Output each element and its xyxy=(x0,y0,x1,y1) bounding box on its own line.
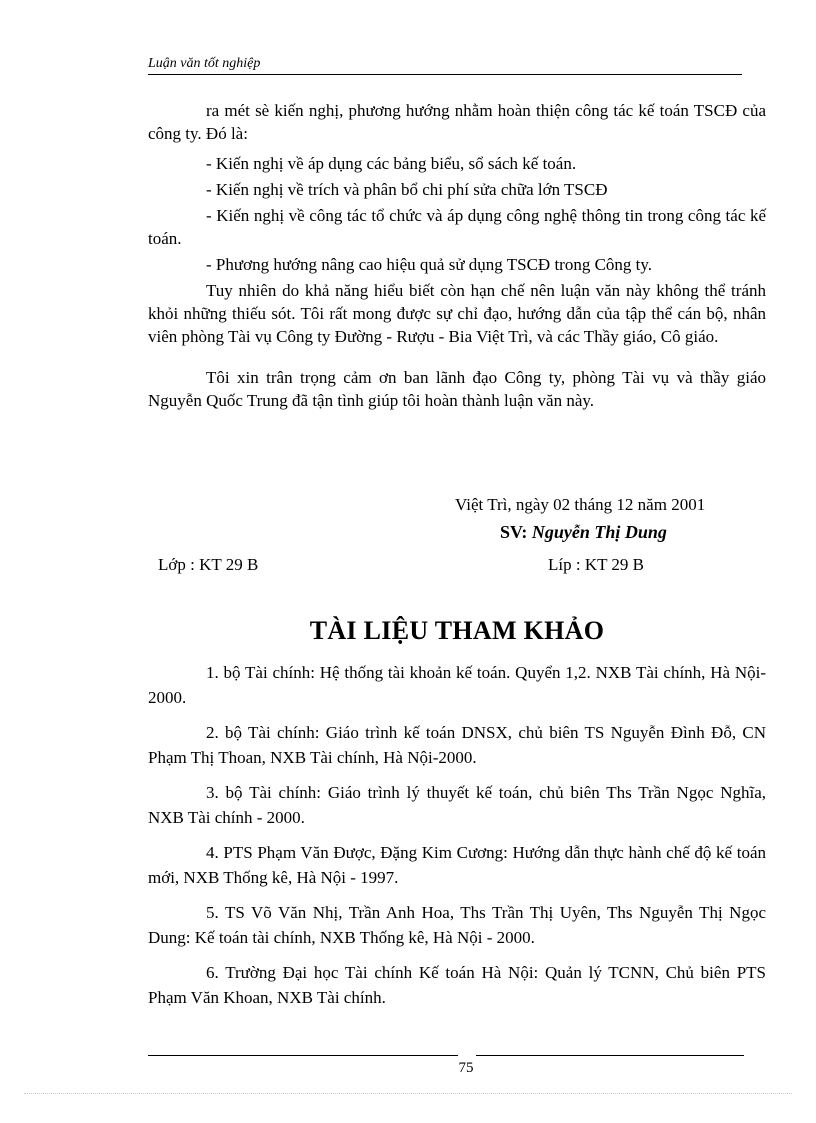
header-rule xyxy=(148,74,742,75)
running-header-title: Luận văn tốt nghiệp xyxy=(148,56,261,71)
bullet-item: - Kiến nghị về công tác tổ chức và áp dụng công nghệ thông tin trong công tác kế toán. xyxy=(148,206,766,248)
student-signature xyxy=(500,522,667,543)
reference-item: 6. Trường Đại học Tài chính Kế toán Hà Nội: Quản lý TCNN, Chủ biên PTS Phạm Văn Khoan, NXB Tài chính. xyxy=(148,963,766,1007)
reference-item: 5. TS Võ Văn Nhị, Trần Anh Hoa, Ths Trần Thị Uyên, Ths Nguyễn Thị Ngọc Dung: Kế toán tài chính, NXB Thống kê, Hà Nội - 2000. xyxy=(148,903,766,947)
references-title: TÀI LIỆU THAM KHẢO xyxy=(309,616,605,645)
class-left: Lớp : KT 29 B xyxy=(158,555,259,574)
footer-rule-right xyxy=(476,1055,744,1056)
reference-item: 4. PTS Phạm Văn Được, Đặng Kim Cương: Hướng dẫn thực hành chế độ kế toán mới, NXB Thống kê, Hà Nội - 1997. xyxy=(148,843,766,887)
reference-item: 2. bộ Tài chính: Giáo trình kế toán DNSX, chủ biên TS Nguyễn Đình Đỗ, CN Phạm Thị Thoan, NXB Tài chính, Hà Nội-2000. xyxy=(148,723,766,767)
student-name: Nguyễn Thị Dung xyxy=(531,522,667,542)
footer-rule-left xyxy=(148,1055,458,1056)
conclusion-body xyxy=(148,99,766,412)
bullet-item: - Kiến nghị về trích và phân bổ chi phí sửa chữa lớn TSCĐ xyxy=(206,180,608,199)
class-right: Líp : KT 29 B xyxy=(548,555,645,574)
place-date: Việt Trì, ngày 02 tháng 12 năm 2001 xyxy=(455,495,706,514)
limitation-paragraph: Tuy nhiên do khả năng hiểu biết còn hạn chế nên luận văn này không thể tránh khỏi những thiếu sót. Tôi rất mong được sự chỉ đạo, hướng dẫn của tập thể cán bộ, nhân viên phòng Tài vụ Công ty Đường - Rượu - Bia Việt Trì, và các Thầy giáo, Cô giáo. xyxy=(148,281,766,346)
reference-item: 1. bộ Tài chính: Hệ thống tài khoản kế toán. Quyển 1,2. NXB Tài chính, Hà Nội-2000. xyxy=(148,663,766,707)
intro-paragraph: ra mét sè kiến nghị, phương hướng nhằm hoàn thiện công tác kế toán TSCĐ của công ty. Đó là: xyxy=(148,101,766,143)
page-number: 75 xyxy=(458,1060,474,1076)
reference-item: 3. bộ Tài chính: Giáo trình lý thuyết kế toán, chủ biên Ths Trần Ngọc Nghĩa, NXB Tài chính - 2000. xyxy=(148,783,766,827)
page-edge-dots xyxy=(24,1093,792,1094)
thanks-paragraph: Tôi xin trân trọng cảm ơn ban lãnh đạo Công ty, phòng Tài vụ và thầy giáo Nguyễn Quốc Trung đã tận tình giúp tôi hoàn thành luận văn này. xyxy=(148,368,766,410)
sv-label: SV: xyxy=(500,522,528,542)
references-list xyxy=(148,660,766,1020)
bullet-item: - Kiến nghị về áp dụng các bảng biểu, sổ sách kế toán. xyxy=(206,154,577,173)
bullet-item: - Phương hướng nâng cao hiệu quả sử dụng TSCĐ trong Công ty. xyxy=(206,255,653,274)
